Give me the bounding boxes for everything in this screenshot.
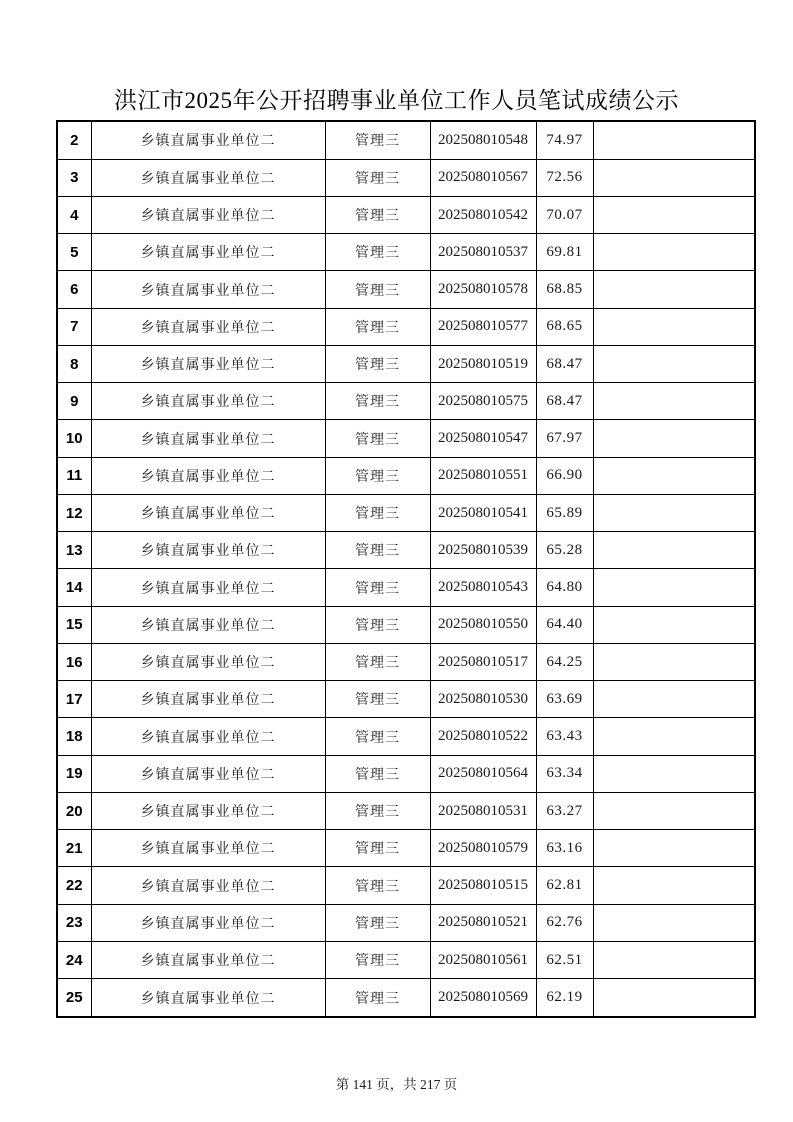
score-cell: 62.81 <box>536 867 593 904</box>
remark-cell <box>593 867 755 904</box>
row-number-cell: 3 <box>57 159 91 196</box>
remark-cell <box>593 457 755 494</box>
remark-cell <box>593 121 755 159</box>
position-cell: 管理三 <box>325 345 430 382</box>
row-number-cell: 4 <box>57 196 91 233</box>
position-cell: 管理三 <box>325 383 430 420</box>
scores-table-container <box>56 120 756 1018</box>
exam-number-cell: 202508010575 <box>430 383 536 420</box>
exam-number-cell: 202508010564 <box>430 755 536 792</box>
remark-cell <box>593 383 755 420</box>
score-cell: 69.81 <box>536 234 593 271</box>
table-row <box>57 271 755 308</box>
table-row <box>57 830 755 867</box>
exam-number-cell: 202508010567 <box>430 159 536 196</box>
remark-cell <box>593 532 755 569</box>
score-cell: 63.34 <box>536 755 593 792</box>
row-number-cell: 5 <box>57 234 91 271</box>
table-row <box>57 643 755 680</box>
exam-number-cell: 202508010519 <box>430 345 536 382</box>
position-cell: 管理三 <box>325 457 430 494</box>
position-cell: 管理三 <box>325 904 430 941</box>
exam-number-cell: 202508010521 <box>430 904 536 941</box>
row-number-cell: 16 <box>57 643 91 680</box>
unit-cell: 乡镇直属事业单位二 <box>91 420 325 457</box>
row-number-cell: 17 <box>57 681 91 718</box>
position-cell: 管理三 <box>325 234 430 271</box>
position-cell: 管理三 <box>325 830 430 867</box>
table-row <box>57 755 755 792</box>
table-row <box>57 606 755 643</box>
unit-cell: 乡镇直属事业单位二 <box>91 569 325 606</box>
row-number-cell: 23 <box>57 904 91 941</box>
score-cell: 64.25 <box>536 643 593 680</box>
position-cell: 管理三 <box>325 532 430 569</box>
remark-cell <box>593 718 755 755</box>
exam-number-cell: 202508010578 <box>430 271 536 308</box>
remark-cell <box>593 420 755 457</box>
unit-cell: 乡镇直属事业单位二 <box>91 643 325 680</box>
position-cell: 管理三 <box>325 121 430 159</box>
unit-cell: 乡镇直属事业单位二 <box>91 681 325 718</box>
score-cell: 66.90 <box>536 457 593 494</box>
position-cell: 管理三 <box>325 606 430 643</box>
row-number-cell: 11 <box>57 457 91 494</box>
score-cell: 62.76 <box>536 904 593 941</box>
remark-cell <box>593 271 755 308</box>
exam-number-cell: 202508010531 <box>430 792 536 829</box>
unit-cell: 乡镇直属事业单位二 <box>91 792 325 829</box>
table-row <box>57 681 755 718</box>
remark-cell <box>593 308 755 345</box>
unit-cell: 乡镇直属事业单位二 <box>91 867 325 904</box>
score-cell: 64.40 <box>536 606 593 643</box>
unit-cell: 乡镇直属事业单位二 <box>91 121 325 159</box>
unit-cell: 乡镇直属事业单位二 <box>91 904 325 941</box>
table-row <box>57 718 755 755</box>
row-number-cell: 2 <box>57 121 91 159</box>
remark-cell <box>593 569 755 606</box>
unit-cell: 乡镇直属事业单位二 <box>91 718 325 755</box>
position-cell: 管理三 <box>325 941 430 978</box>
scores-table-body <box>57 121 755 1017</box>
position-cell: 管理三 <box>325 755 430 792</box>
score-cell: 68.65 <box>536 308 593 345</box>
remark-cell <box>593 792 755 829</box>
exam-number-cell: 202508010548 <box>430 121 536 159</box>
exam-number-cell: 202508010550 <box>430 606 536 643</box>
exam-number-cell: 202508010517 <box>430 643 536 680</box>
position-cell: 管理三 <box>325 792 430 829</box>
page-title: 洪江市2025年公开招聘事业单位工作人员笔试成绩公示 <box>114 88 679 113</box>
row-number-cell: 20 <box>57 792 91 829</box>
remark-cell <box>593 755 755 792</box>
unit-cell: 乡镇直属事业单位二 <box>91 494 325 531</box>
row-number-cell: 8 <box>57 345 91 382</box>
table-row <box>57 569 755 606</box>
score-cell: 68.47 <box>536 345 593 382</box>
remark-cell <box>593 941 755 978</box>
row-number-cell: 7 <box>57 308 91 345</box>
table-row <box>57 159 755 196</box>
remark-cell <box>593 681 755 718</box>
unit-cell: 乡镇直属事业单位二 <box>91 457 325 494</box>
row-number-cell: 25 <box>57 979 91 1017</box>
score-cell: 63.69 <box>536 681 593 718</box>
remark-cell <box>593 159 755 196</box>
unit-cell: 乡镇直属事业单位二 <box>91 383 325 420</box>
row-number-cell: 9 <box>57 383 91 420</box>
remark-cell <box>593 345 755 382</box>
row-number-cell: 10 <box>57 420 91 457</box>
unit-cell: 乡镇直属事业单位二 <box>91 234 325 271</box>
exam-number-cell: 202508010543 <box>430 569 536 606</box>
table-row <box>57 383 755 420</box>
position-cell: 管理三 <box>325 867 430 904</box>
position-cell: 管理三 <box>325 196 430 233</box>
position-cell: 管理三 <box>325 569 430 606</box>
row-number-cell: 14 <box>57 569 91 606</box>
exam-number-cell: 202508010515 <box>430 867 536 904</box>
unit-cell: 乡镇直属事业单位二 <box>91 755 325 792</box>
exam-number-cell: 202508010579 <box>430 830 536 867</box>
table-row <box>57 345 755 382</box>
unit-cell: 乡镇直属事业单位二 <box>91 979 325 1017</box>
exam-number-cell: 202508010530 <box>430 681 536 718</box>
position-cell: 管理三 <box>325 681 430 718</box>
exam-number-cell: 202508010569 <box>430 979 536 1017</box>
page-footer: 第 141 页，共 217 页 <box>335 1077 458 1092</box>
position-cell: 管理三 <box>325 718 430 755</box>
score-cell: 74.97 <box>536 121 593 159</box>
score-cell: 68.85 <box>536 271 593 308</box>
remark-cell <box>593 196 755 233</box>
exam-number-cell: 202508010541 <box>430 494 536 531</box>
table-row <box>57 792 755 829</box>
exam-number-cell: 202508010561 <box>430 941 536 978</box>
table-row <box>57 121 755 159</box>
table-row <box>57 420 755 457</box>
score-cell: 62.19 <box>536 979 593 1017</box>
table-row <box>57 494 755 531</box>
score-cell: 64.80 <box>536 569 593 606</box>
score-cell: 62.51 <box>536 941 593 978</box>
table-row <box>57 196 755 233</box>
score-cell: 63.27 <box>536 792 593 829</box>
row-number-cell: 13 <box>57 532 91 569</box>
score-cell: 63.16 <box>536 830 593 867</box>
scores-table <box>56 120 756 1018</box>
row-number-cell: 12 <box>57 494 91 531</box>
remark-cell <box>593 234 755 271</box>
score-cell: 63.43 <box>536 718 593 755</box>
row-number-cell: 22 <box>57 867 91 904</box>
row-number-cell: 15 <box>57 606 91 643</box>
position-cell: 管理三 <box>325 643 430 680</box>
score-cell: 70.07 <box>536 196 593 233</box>
table-row <box>57 867 755 904</box>
table-row <box>57 308 755 345</box>
unit-cell: 乡镇直属事业单位二 <box>91 271 325 308</box>
exam-number-cell: 202508010547 <box>430 420 536 457</box>
unit-cell: 乡镇直属事业单位二 <box>91 606 325 643</box>
exam-number-cell: 202508010522 <box>430 718 536 755</box>
unit-cell: 乡镇直属事业单位二 <box>91 941 325 978</box>
table-row <box>57 457 755 494</box>
row-number-cell: 6 <box>57 271 91 308</box>
row-number-cell: 21 <box>57 830 91 867</box>
exam-number-cell: 202508010539 <box>430 532 536 569</box>
remark-cell <box>593 606 755 643</box>
position-cell: 管理三 <box>325 271 430 308</box>
remark-cell <box>593 979 755 1017</box>
row-number-cell: 24 <box>57 941 91 978</box>
table-row <box>57 904 755 941</box>
exam-number-cell: 202508010577 <box>430 308 536 345</box>
remark-cell <box>593 904 755 941</box>
remark-cell <box>593 830 755 867</box>
unit-cell: 乡镇直属事业单位二 <box>91 196 325 233</box>
score-cell: 65.89 <box>536 494 593 531</box>
exam-number-cell: 202508010542 <box>430 196 536 233</box>
unit-cell: 乡镇直属事业单位二 <box>91 308 325 345</box>
position-cell: 管理三 <box>325 979 430 1017</box>
remark-cell <box>593 494 755 531</box>
table-row <box>57 532 755 569</box>
row-number-cell: 19 <box>57 755 91 792</box>
exam-number-cell: 202508010537 <box>430 234 536 271</box>
position-cell: 管理三 <box>325 494 430 531</box>
table-row <box>57 979 755 1017</box>
unit-cell: 乡镇直属事业单位二 <box>91 345 325 382</box>
unit-cell: 乡镇直属事业单位二 <box>91 830 325 867</box>
score-cell: 65.28 <box>536 532 593 569</box>
exam-number-cell: 202508010551 <box>430 457 536 494</box>
remark-cell <box>593 643 755 680</box>
unit-cell: 乡镇直属事业单位二 <box>91 532 325 569</box>
position-cell: 管理三 <box>325 159 430 196</box>
position-cell: 管理三 <box>325 420 430 457</box>
position-cell: 管理三 <box>325 308 430 345</box>
table-row <box>57 941 755 978</box>
score-cell: 67.97 <box>536 420 593 457</box>
row-number-cell: 18 <box>57 718 91 755</box>
unit-cell: 乡镇直属事业单位二 <box>91 159 325 196</box>
table-row <box>57 234 755 271</box>
score-cell: 72.56 <box>536 159 593 196</box>
score-cell: 68.47 <box>536 383 593 420</box>
